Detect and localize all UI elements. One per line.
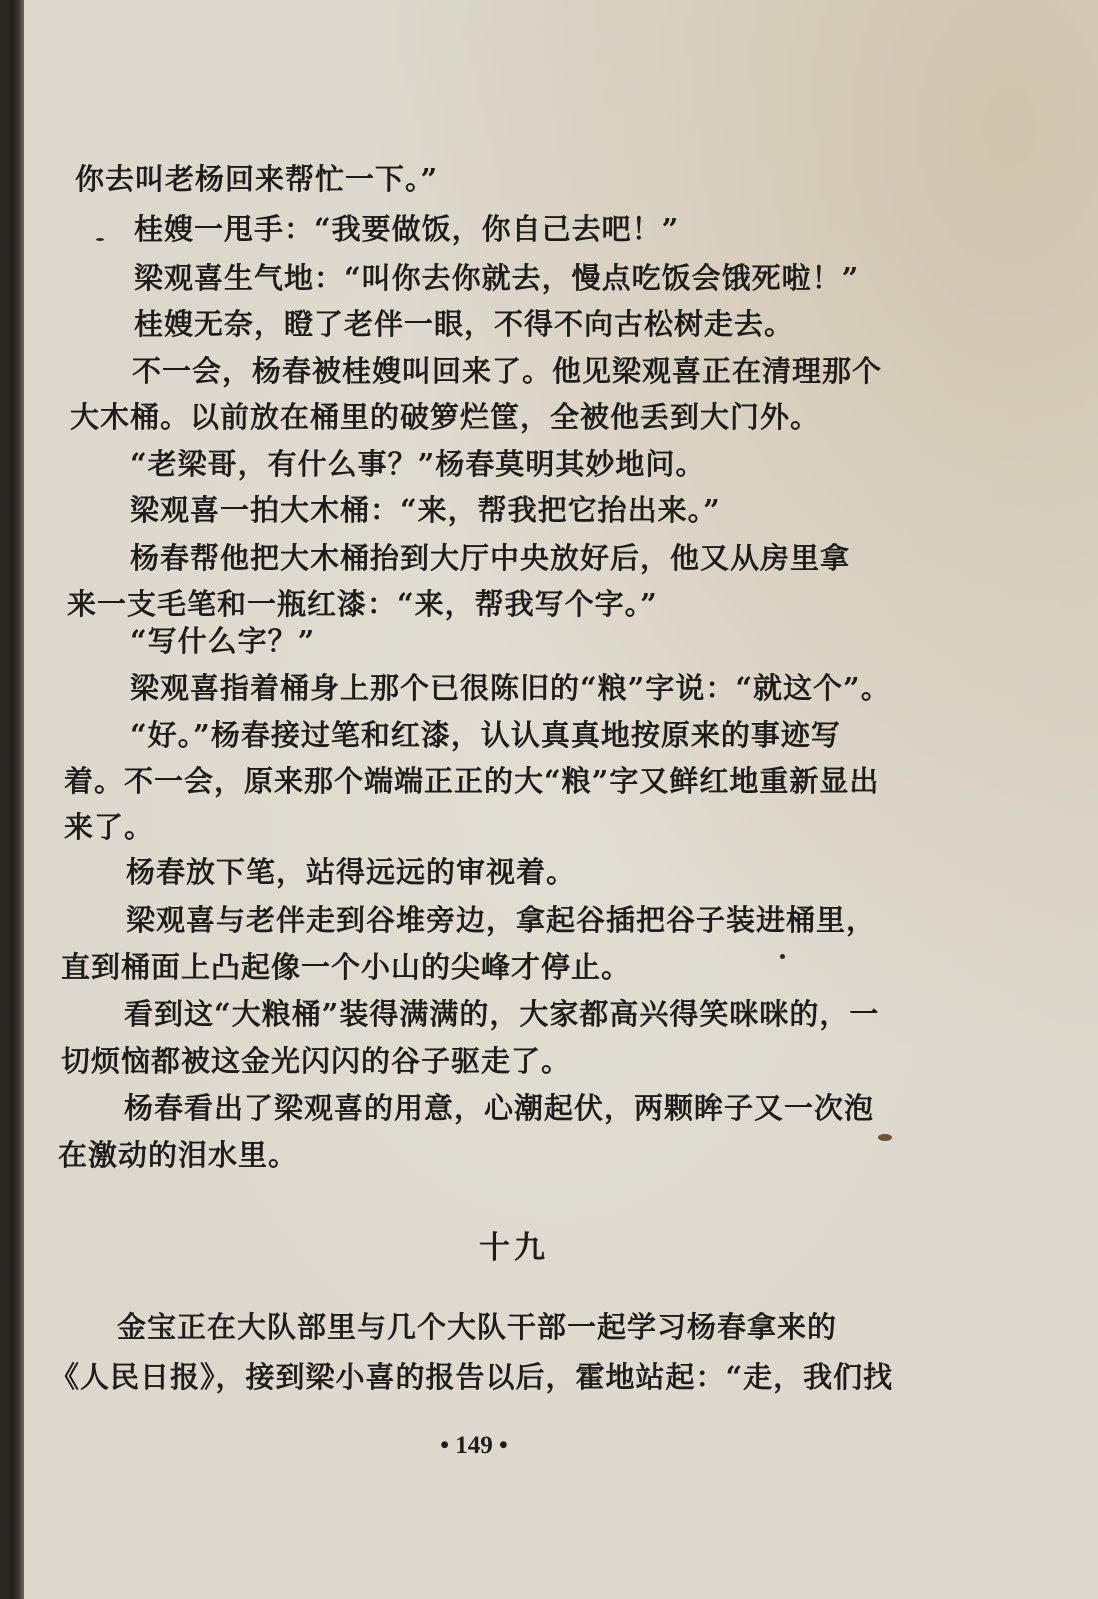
- text-line-5: 不一会，杨春被桂嫂叫回来了。他见梁观喜正在清理那个: [132, 354, 883, 388]
- text-line-7: “老梁哥，有什么事？”杨春莫明其妙地问。: [130, 447, 706, 481]
- ink-speck: [878, 1134, 892, 1141]
- text-line-19: 看到这“大粮桶”装得满满的，大家都高兴得笑咪咪的，一: [124, 997, 880, 1031]
- text-line-12: 梁观喜指着桶身上那个已很陈旧的“粮”字说：“就这个”。: [130, 671, 891, 705]
- text-line-6: 大木桶。以前放在桶里的破箩烂筐，全被他丢到大门外。: [70, 400, 821, 434]
- text-line-22: 在激动的泪水里。: [58, 1138, 299, 1172]
- text-line-20: 切烦恼都被这金光闪闪的谷子驱走了。: [61, 1044, 572, 1078]
- book-spine: [10, 0, 24, 1599]
- text-line-17: 梁观喜与老伴走到谷堆旁边，拿起谷插把谷子装进桶里，: [126, 903, 877, 937]
- book-page: [10, 0, 1098, 1599]
- text-line-9: 杨春帮他把大木桶抬到大厅中央放好后，他又从房里拿: [130, 541, 851, 575]
- text-line-11: “写什么字？”: [130, 624, 316, 658]
- text-line-8: 梁观喜一拍大木桶：“来，帮我把它抬出来。”: [130, 493, 721, 527]
- text-line-10: 来一支毛笔和一瓶红漆：“来，帮我写个字。”: [67, 587, 658, 621]
- chapter-heading: 十九: [479, 1230, 549, 1266]
- text-line-21: 杨春看出了梁观喜的用意，心潮起伏，两颗眸子又一次泡: [124, 1091, 875, 1125]
- text-after-heading-1: 金宝正在大队部里与几个大队干部一起学习杨春拿来的: [117, 1310, 838, 1344]
- text-line-14: 着。不一会，原来那个端端正正的大“粮”字又鲜红地重新显出: [64, 764, 880, 798]
- ink-speck: [780, 954, 785, 959]
- text-line-4: 桂嫂无奈，瞪了老伴一眼，不得不向古松树走去。: [134, 307, 795, 341]
- text-line-18: 直到桶面上凸起像一个小山的尖峰才停止。: [61, 950, 632, 984]
- text-line-15: 来了。: [64, 810, 155, 844]
- text-line-2: 桂嫂一甩手：“我要做饭，你自己去吧！”: [134, 212, 680, 246]
- text-line-3: 梁观喜生气地：“叫你去你就去，慢点吃饭会饿死啦！”: [134, 261, 860, 295]
- text-after-heading-2: 《人民日报》，接到梁小喜的报告以后，霍地站起：“走，我们找: [50, 1360, 894, 1394]
- page-number: • 149 •: [440, 1432, 508, 1459]
- text-line-1: 你去叫老杨回来帮忙一下。”: [75, 162, 439, 196]
- ink-speck: [96, 238, 104, 241]
- text-line-13: “好。”杨春接过笔和红漆，认认真真地按原来的事迹写: [130, 718, 841, 752]
- text-line-16: 杨春放下笔，站得远远的审视着。: [126, 855, 577, 889]
